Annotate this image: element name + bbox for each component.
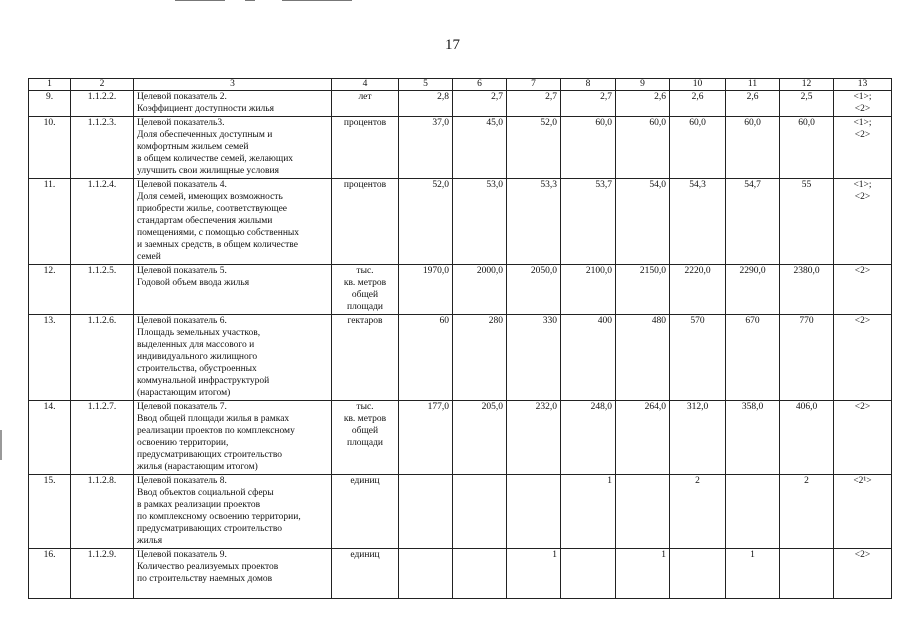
- unit-cell: лет: [332, 91, 399, 117]
- value-cell: 60,0: [726, 117, 780, 179]
- value-cell: [399, 549, 453, 599]
- value-cell: 60: [399, 315, 453, 401]
- code-cell: 1.1.2.7.: [71, 401, 134, 475]
- value-cell: 480: [616, 315, 670, 401]
- unit-cell: процентов: [332, 117, 399, 179]
- value-cell: 1: [561, 475, 616, 549]
- unit-cell: единиц: [332, 549, 399, 599]
- note-cell: <1>; <2>: [834, 117, 892, 179]
- table-body: [29, 79, 892, 599]
- value-cell: 52,0: [507, 117, 561, 179]
- indicator-name-cell: Целевой показатель 7. Ввод общей площади жилья в рамках реализации проектов по комплексному освоению территории, предусматривающих строительство жилья (нарастающим итогом): [134, 401, 332, 475]
- row-number-cell: 9.: [29, 91, 71, 117]
- value-cell: 232,0: [507, 401, 561, 475]
- indicators-table: [28, 78, 892, 599]
- note-cell: <2¹>: [834, 475, 892, 549]
- value-cell: 60,0: [670, 117, 726, 179]
- value-cell: 2150,0: [616, 265, 670, 315]
- value-cell: 770: [780, 315, 834, 401]
- value-cell: 60,0: [780, 117, 834, 179]
- header-cell: 11: [726, 79, 780, 91]
- top-edge-mark: [245, 0, 255, 1]
- header-cell: 13: [834, 79, 892, 91]
- code-cell: 1.1.2.3.: [71, 117, 134, 179]
- value-cell: 2: [670, 475, 726, 549]
- note-cell: <2>: [834, 401, 892, 475]
- unit-cell: тыс. кв. метров общей площади: [332, 265, 399, 315]
- value-cell: 312,0: [670, 401, 726, 475]
- value-cell: 2,6: [726, 91, 780, 117]
- value-cell: 2050,0: [507, 265, 561, 315]
- value-cell: 2: [780, 475, 834, 549]
- indicator-name-cell: Целевой показатель 8. Ввод объектов социальной сферы в рамках реализации проектов по комплексному освоению территории, предусматривающих строительство жилья: [134, 475, 332, 549]
- value-cell: [561, 549, 616, 599]
- value-cell: 1970,0: [399, 265, 453, 315]
- indicator-name-cell: Целевой показатель 4. Доля семей, имеющих возможность приобрести жилье, соответствующее стандартам обеспечения жилыми помещениями, с помощью собственных и заемных средств, в общем количестве семей: [134, 179, 332, 265]
- value-cell: [670, 549, 726, 599]
- header-cell: 10: [670, 79, 726, 91]
- value-cell: 60,0: [561, 117, 616, 179]
- table-row: [29, 179, 892, 265]
- value-cell: 2380,0: [780, 265, 834, 315]
- value-cell: 264,0: [616, 401, 670, 475]
- table-row: [29, 265, 892, 315]
- left-edge-mark: [0, 430, 2, 460]
- value-cell: 570: [670, 315, 726, 401]
- value-cell: 54,7: [726, 179, 780, 265]
- value-cell: 1: [507, 549, 561, 599]
- value-cell: 37,0: [399, 117, 453, 179]
- row-number-cell: 13.: [29, 315, 71, 401]
- row-number-cell: 14.: [29, 401, 71, 475]
- unit-cell: процентов: [332, 179, 399, 265]
- value-cell: 54,3: [670, 179, 726, 265]
- note-cell: <2>: [834, 265, 892, 315]
- code-cell: 1.1.2.5.: [71, 265, 134, 315]
- header-cell: 5: [399, 79, 453, 91]
- value-cell: 1: [726, 549, 780, 599]
- value-cell: 53,0: [453, 179, 507, 265]
- value-cell: [453, 475, 507, 549]
- code-cell: 1.1.2.2.: [71, 91, 134, 117]
- value-cell: 406,0: [780, 401, 834, 475]
- unit-cell: гектаров: [332, 315, 399, 401]
- value-cell: 45,0: [453, 117, 507, 179]
- value-cell: 53,3: [507, 179, 561, 265]
- table-row: [29, 117, 892, 179]
- value-cell: 1: [616, 549, 670, 599]
- row-number-cell: 11.: [29, 179, 71, 265]
- value-cell: [726, 475, 780, 549]
- value-cell: 205,0: [453, 401, 507, 475]
- page-number: 17: [445, 37, 460, 53]
- value-cell: 400: [561, 315, 616, 401]
- value-cell: 60,0: [616, 117, 670, 179]
- value-cell: [616, 475, 670, 549]
- table-header-row: [29, 79, 892, 91]
- top-edge-mark: [282, 0, 352, 1]
- value-cell: 53,7: [561, 179, 616, 265]
- indicator-name-cell: Целевой показатель 9. Количество реализуемых проектов по строительству наемных домов: [134, 549, 332, 599]
- row-number-cell: 12.: [29, 265, 71, 315]
- note-cell: <2>: [834, 315, 892, 401]
- indicator-name-cell: Целевой показатель 5. Годовой объем ввода жилья: [134, 265, 332, 315]
- header-cell: 7: [507, 79, 561, 91]
- header-cell: 12: [780, 79, 834, 91]
- table-row: [29, 549, 892, 599]
- value-cell: 2000,0: [453, 265, 507, 315]
- value-cell: 2,6: [616, 91, 670, 117]
- value-cell: 2100,0: [561, 265, 616, 315]
- code-cell: 1.1.2.8.: [71, 475, 134, 549]
- table-row: [29, 401, 892, 475]
- value-cell: 280: [453, 315, 507, 401]
- unit-cell: единиц: [332, 475, 399, 549]
- indicator-name-cell: Целевой показатель3. Доля обеспеченных доступным и комфортным жильем семей в общем количестве семей, желающих улучшить свои жилищные условия: [134, 117, 332, 179]
- value-cell: 177,0: [399, 401, 453, 475]
- code-cell: 1.1.2.6.: [71, 315, 134, 401]
- value-cell: 55: [780, 179, 834, 265]
- note-cell: <1>; <2>: [834, 91, 892, 117]
- value-cell: [453, 549, 507, 599]
- header-cell: 6: [453, 79, 507, 91]
- header-cell: 3: [134, 79, 332, 91]
- row-number-cell: 10.: [29, 117, 71, 179]
- table-row: [29, 475, 892, 549]
- header-cell: 4: [332, 79, 399, 91]
- note-cell: <1>; <2>: [834, 179, 892, 265]
- table-row: [29, 91, 892, 117]
- header-cell: 8: [561, 79, 616, 91]
- value-cell: 2,6: [670, 91, 726, 117]
- value-cell: 330: [507, 315, 561, 401]
- value-cell: [780, 549, 834, 599]
- top-edge-mark: [175, 0, 225, 1]
- code-cell: 1.1.2.9.: [71, 549, 134, 599]
- unit-cell: тыс. кв. метров общей площади: [332, 401, 399, 475]
- indicator-name-cell: Целевой показатель 6. Площадь земельных участков, выделенных для массового и индивидуального жилищного строительства, обустроенных коммунальной инфраструктурой (нарастающим итогом): [134, 315, 332, 401]
- value-cell: 2,7: [561, 91, 616, 117]
- value-cell: 670: [726, 315, 780, 401]
- value-cell: 2,8: [399, 91, 453, 117]
- value-cell: [507, 475, 561, 549]
- header-cell: 1: [29, 79, 71, 91]
- note-cell: <2>: [834, 549, 892, 599]
- value-cell: 248,0: [561, 401, 616, 475]
- value-cell: 2220,0: [670, 265, 726, 315]
- header-cell: 9: [616, 79, 670, 91]
- header-cell: 2: [71, 79, 134, 91]
- value-cell: [399, 475, 453, 549]
- value-cell: 358,0: [726, 401, 780, 475]
- value-cell: 52,0: [399, 179, 453, 265]
- value-cell: 54,0: [616, 179, 670, 265]
- table-row: [29, 315, 892, 401]
- code-cell: 1.1.2.4.: [71, 179, 134, 265]
- value-cell: 2290,0: [726, 265, 780, 315]
- value-cell: 2,7: [507, 91, 561, 117]
- value-cell: 2,5: [780, 91, 834, 117]
- value-cell: 2,7: [453, 91, 507, 117]
- indicator-name-cell: Целевой показатель 2. Коэффициент доступности жилья: [134, 91, 332, 117]
- row-number-cell: 16.: [29, 549, 71, 599]
- row-number-cell: 15.: [29, 475, 71, 549]
